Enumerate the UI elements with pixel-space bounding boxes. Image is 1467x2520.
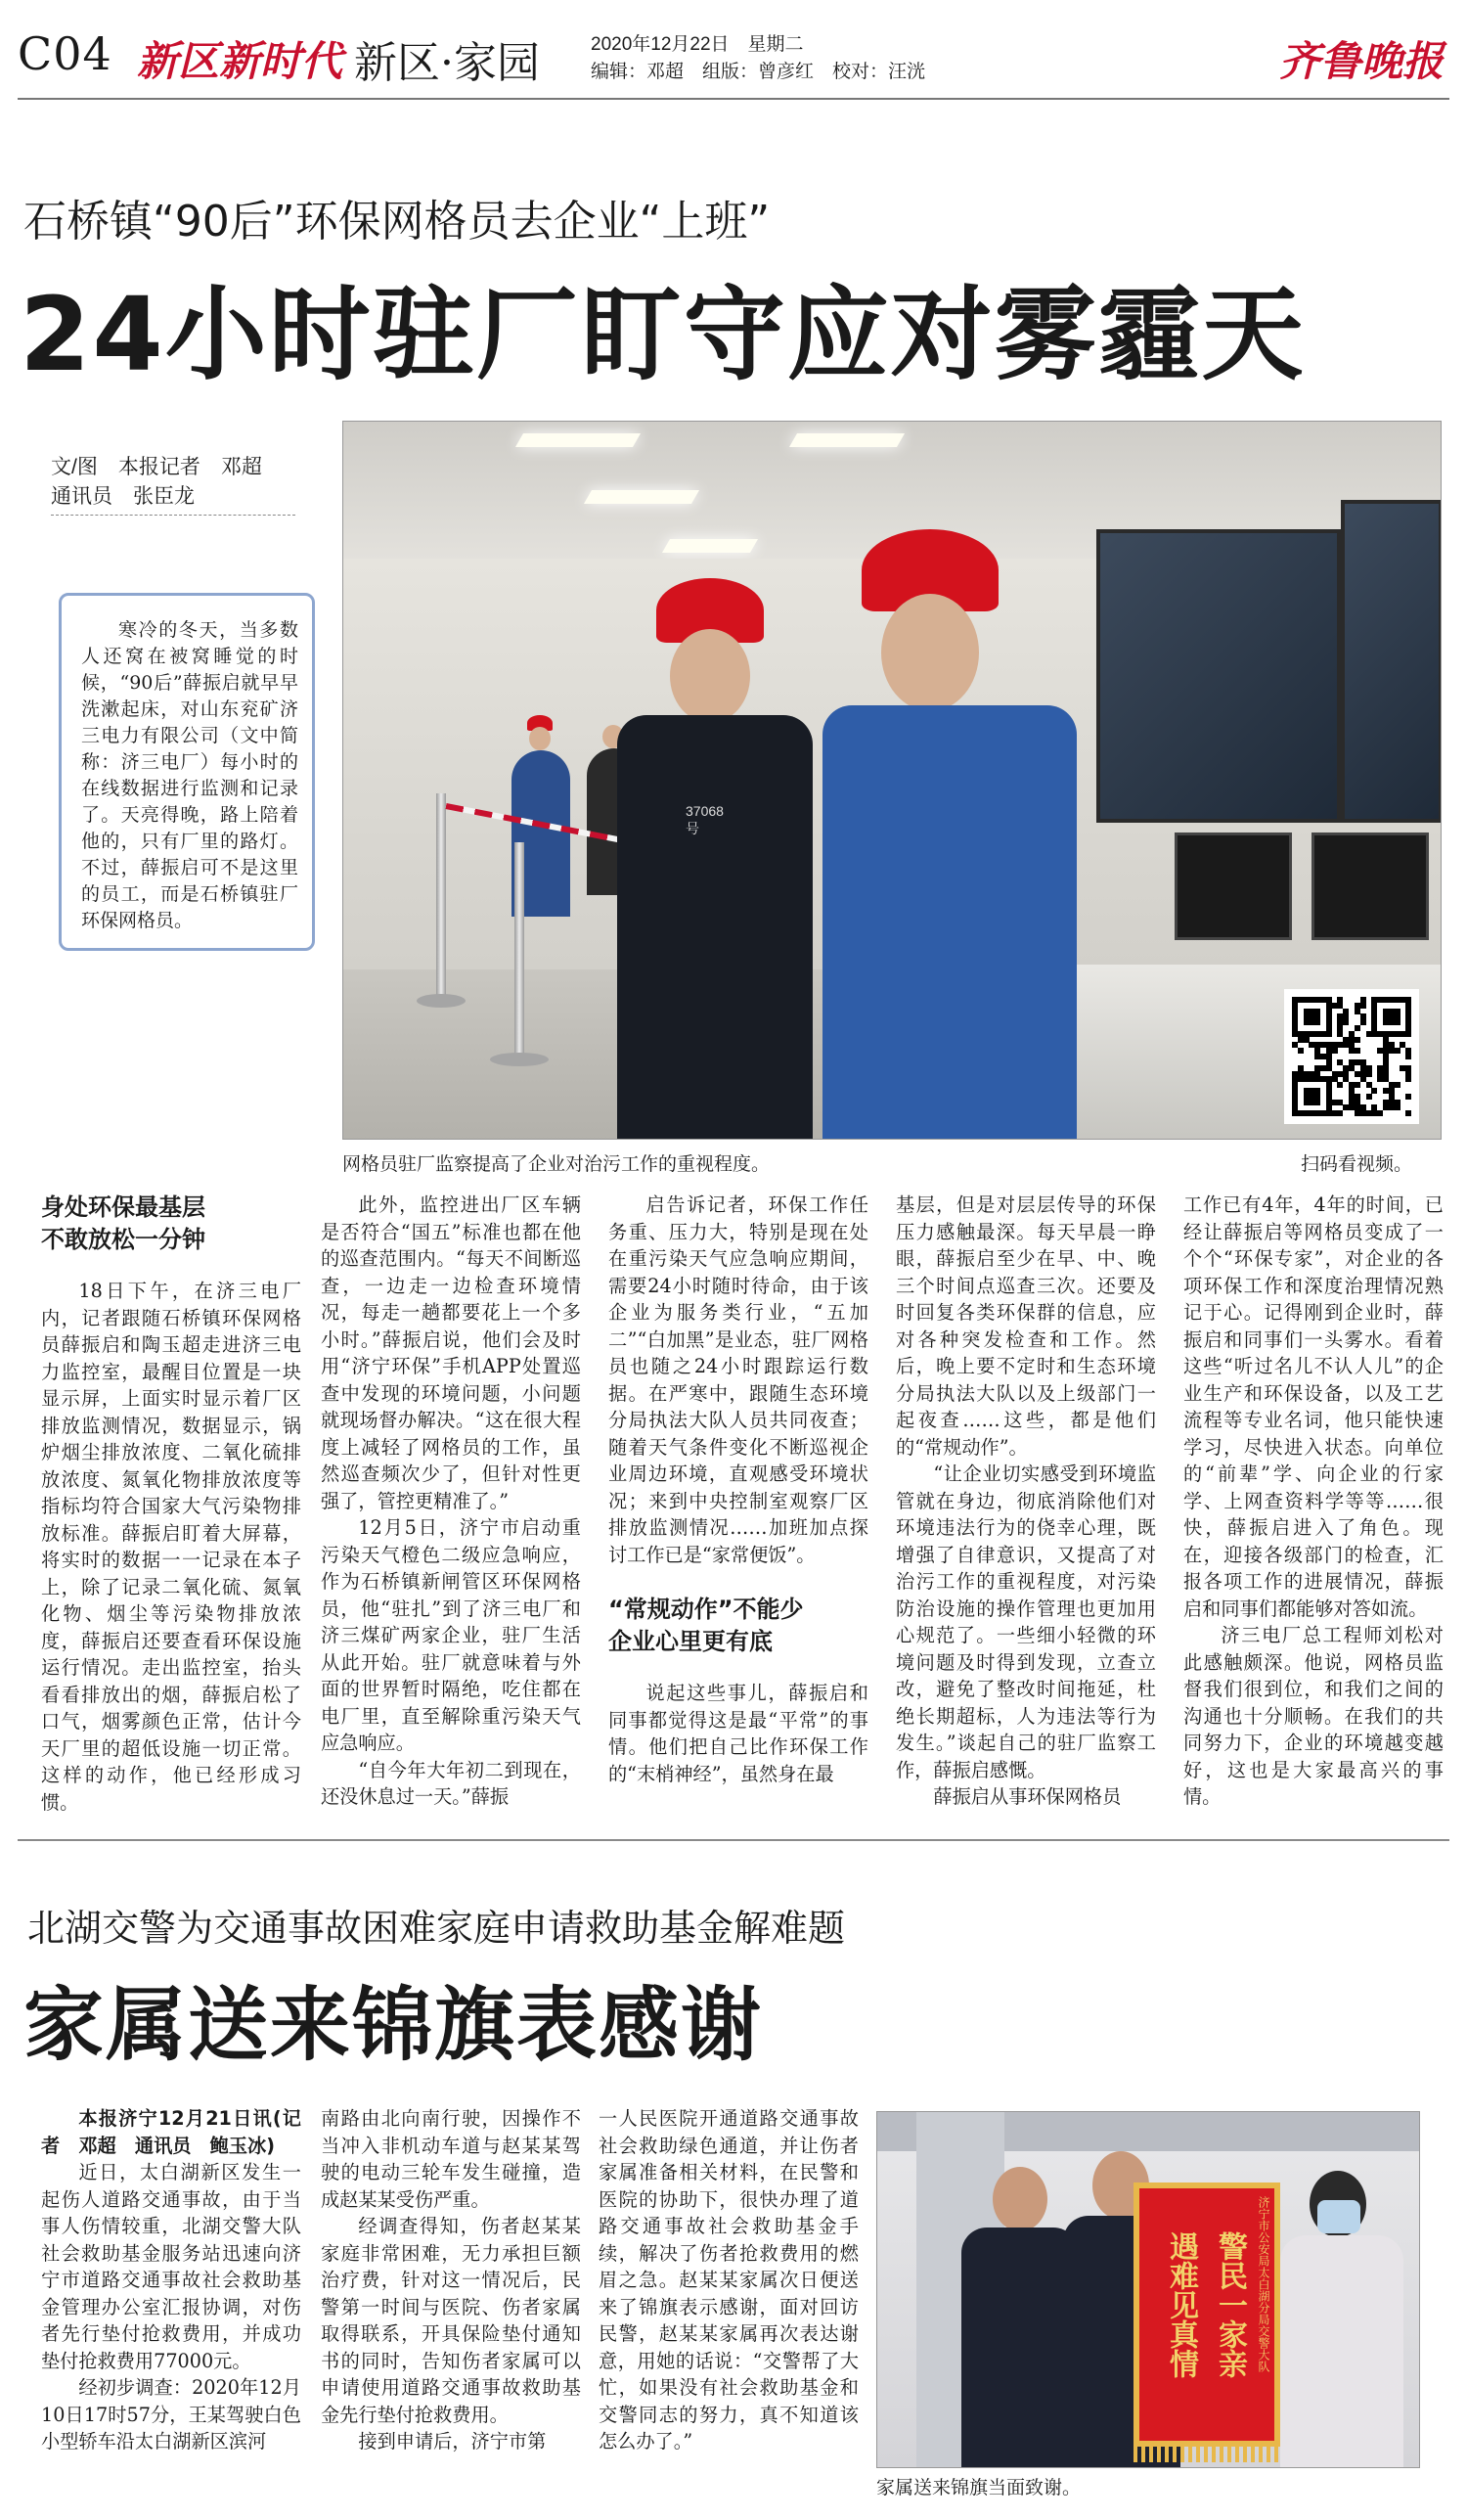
article1-lead-box: 寒冷的冬天，当多数人还窝在被窝睡觉的时候，“90后”薛振启就早早洗漱起床，对山东兖矿济三电力有限公司（文中简称：济三电厂）每小时的在线数据进行监测和记录了。天亮得晚，路上陪着他的，只有厂里的路灯。不过，薛振启可不是这里的员工，而是石桥镇驻厂环保网格员。: [59, 593, 315, 951]
paragraph: 南路由北向南行驶，因操作不当冲入非机动车道与赵某某驾驶的电动三轮车发生碰撞，造成赵某某受伤严重。: [321, 2107, 581, 2211]
qr-module: [1314, 1019, 1320, 1025]
paragraph: 说起这些事儿，薛振启和同事都觉得这是最“平常”的事情。他们把自己比作环保工作的“末梢神经”，虽然身在最: [608, 1682, 868, 1785]
subheading-1: 身处环保最基层 不敢放松一分钟: [41, 1193, 205, 1253]
article1-column-2: [321, 1192, 581, 1811]
qr-module: [1405, 1054, 1411, 1059]
paragraph: 基层，但是对层层传导的环保压力感触最深。每天早晨一睁眼，薛振启至少在早、中、晚三个时间点巡查三次。还要及时回复各类环保群的信息，应对各种突发检查和工作。然后，晚上要不定时和生态环境分局执法大队以及上级部门一起夜查……这些，都是他们的“常规动作”。: [896, 1193, 1156, 1459]
article2-column-2: [321, 2105, 581, 2455]
qr-module: [1298, 1048, 1304, 1054]
qr-module: [1371, 1088, 1377, 1094]
display-screen: [1341, 500, 1442, 823]
ceiling-light: [584, 490, 699, 504]
paper-name-logo: 新区新时代: [137, 37, 343, 85]
article2-kicker: 北湖交警为交通事故困难家庭申请救助基金解难题: [27, 1907, 846, 1950]
head: [529, 727, 551, 750]
barrier-post: [514, 842, 524, 1058]
uniform: [822, 705, 1077, 1140]
article-divider: [18, 1839, 1449, 1841]
coat: [1280, 2235, 1403, 2468]
barrier-base: [490, 1053, 549, 1066]
qr-module: [1343, 1019, 1349, 1025]
qr-module: [1355, 1037, 1360, 1043]
byline-rule: [51, 515, 295, 516]
head: [881, 594, 979, 711]
qr-module: [1337, 1082, 1343, 1088]
qr-module: [1355, 1025, 1360, 1031]
article1-column-1: [41, 1192, 301, 1816]
qr-module: [1405, 1094, 1411, 1100]
monitor: [1175, 832, 1292, 940]
article1-title: 24小时驻厂盯守应对雾霾天: [20, 275, 1306, 394]
qr-module: [1337, 1110, 1343, 1116]
paragraph: 工作已有4年，4年的时间，已经让薛振启等网格员变成了一个个“环保专家”，对企业的各项环保工作和深度治理情况熟记于心。记得刚到企业时，薛振启和同事们一头雾水。看着这些“听过名儿不认人儿”的企业生产和环保设备，以及工艺流程等专业名词，他只能快速学习，尽快进入状态。向单位的“前辈”学、向企业的行家学、上网查资料学等等……很快，薛振启进入了角色。现在，迎接各级部门的检查，汇报各项工作的进展情况，薛振启和同事们都能够对答如流。: [1183, 1193, 1444, 1620]
qr-module: [1326, 1031, 1332, 1037]
banner-photo: [876, 2111, 1420, 2468]
qr-module: [1395, 1104, 1400, 1110]
banner-slogan-right: 警民一家亲: [1213, 2231, 1247, 2378]
article2-title: 家属送来锦旗表感谢: [23, 1979, 764, 2072]
ceiling-light: [662, 539, 758, 553]
qr-caption: 扫码看视频。: [1301, 1154, 1413, 1175]
paragraph: 经调查得知，伤者赵某某家庭非常困难，无力承担巨额治疗费，针对这一情况后，民警第一时间与医院、伤者家属取得联系，开具保险垫付通知书的同时，告知伤者家属可以申请使用道路交通事故救助基金先行垫付抢救费用。: [321, 2215, 581, 2426]
paragraph: 接到申请后，济宁市第: [358, 2430, 547, 2452]
paragraph: 近日，太白湖新区发生一起伤人道路交通事故，由于当事人伤情较重，北湖交警大队社会救助基金服务站迅速向济宁市道路交通事故社会救助基金管理办公室汇报协调，对伤者先行垫付抢救费用，并成功垫付抢救费用77000元。: [41, 2161, 301, 2372]
uniform: [961, 2228, 1079, 2468]
paragraph: 此外，监控进出厂区车辆是否符合“国五”标准也都在他的巡查范围内。“每天不间断巡查，一边走一边检查环境情况，每走一趟都要花上一个多小时。”薛振启说，他们会及时用“济宁环保”手机APP处置巡查中发现的环境问题，小问题就现场督办解决。“这在很大程度上减轻了网格员的工作，虽然巡查频次少了，但针对性更强了，管控更精准了。”: [321, 1193, 581, 1512]
banner-recipient: 济宁市公安局太白湖分局交警大队: [1257, 2196, 1270, 2372]
qr-module: [1405, 1110, 1411, 1116]
issue-date: 2020年12月22日 星期二: [591, 34, 804, 55]
barrier-base: [417, 994, 466, 1008]
paragraph: 济三电厂总工程师刘松对此感触颇深。他说，网格员监督我们很到位，和我们之间的沟通也十分顺畅。在我们的共同努力下，企业的环境越变越好，这也是大家最高兴的事情。: [1183, 1624, 1444, 1808]
qr-module: [1395, 1048, 1400, 1054]
qr-module: [1405, 1031, 1411, 1037]
qr-module: [1360, 1019, 1366, 1025]
ceiling-light: [789, 433, 905, 447]
brand-logo: 齐鲁晚报: [1278, 37, 1444, 85]
head: [993, 2167, 1047, 2231]
qr-module: [1395, 1082, 1400, 1088]
badge-number: 37068号: [686, 803, 724, 836]
paragraph: 启告诉记者，环保工作任务重、压力大，特别是现在处在重污染天气应急响应期间，需要24小时随时待命，由于该企业为服务类行业，“五加二”“白加黑”是业态，驻厂网格员也随之24小时跟踪运行数据。在严寒中，跟随生态环境分局执法大队人员共同夜查；随着天气条件变化不断巡视企业周边环境，直观感受环境状况；来到中央控制室观察厂区排放监测情况……加班加点探讨工作已是“家常便饭”。: [608, 1193, 868, 1566]
photo2-caption: 家属送来锦旗当面致谢。: [876, 2478, 1082, 2498]
editors-line: 编辑：邓超 组版：曾彦红 校对：汪洸: [591, 62, 926, 82]
qr-module: [1360, 1003, 1366, 1009]
qr-module: [1377, 1110, 1383, 1116]
qr-module: [1314, 1100, 1320, 1105]
section-name: 新区·家园: [354, 38, 540, 88]
face-mask: [1317, 2200, 1360, 2233]
qr-module: [1405, 1076, 1411, 1082]
ceiling-light: [515, 433, 641, 447]
masthead: [0, 0, 1467, 98]
dateline: 本报济宁12月21日讯(记者 邓超 通讯员 鲍玉冰): [41, 2107, 301, 2157]
uniform: [617, 715, 813, 1140]
article1-column-5: [1183, 1192, 1444, 1811]
page-number: C04: [18, 27, 112, 80]
paragraph: 薛振启从事环保网格员: [933, 1785, 1122, 1808]
qr-module: [1395, 1019, 1400, 1025]
byline-correspondent: 通讯员 张臣龙: [51, 485, 195, 508]
article1-column-3: [608, 1192, 868, 1787]
subheading-2: “常规动作”不能少 企业心里更有底: [608, 1596, 804, 1655]
byline-reporter: 文/图 本报记者 邓超: [51, 456, 262, 478]
qr-module: [1366, 1094, 1372, 1100]
article2-column-1: [41, 2105, 301, 2455]
paragraph: 12月5日，济宁市启动重污染天气橙色二级应急响应，作为石桥镇新闸管区环保网格员，他“驻扎”到了济三电厂和济三煤矿两家企业，驻厂生活从此开始。驻厂就意味着与外面的世界暂时隔绝，吃住都在电厂里，直至解除重污染天气应急响应。: [321, 1516, 581, 1754]
paragraph: 经初步调查：2020年12月10日17时57分，王某驾驶白色小型轿车沿太白湖新区滨河: [41, 2376, 301, 2452]
paragraph: “自今年大年初二到现在，还没休息过一天。”薛振: [321, 1758, 581, 1808]
masthead-rule: [18, 98, 1449, 100]
qr-module: [1355, 1082, 1360, 1088]
paragraph: “让企业切实感受到环境监管就在身边，彻底消除他们对环境违法行为的侥幸心理，既增强了自律意识，又提高了对治污工作的重视程度，对污染防治设施的操作管理也更加用心规范了。一些细小轻微的环境问题及时得到发现，立查立改，避免了整改时间拖延，杜绝长期超标，人为违法等行为发生。”谈起自己的驻厂监察工作，薛振启感慨。: [896, 1462, 1156, 1781]
silk-banner: [1134, 2182, 1280, 2447]
monitor: [1311, 832, 1429, 940]
display-screen: [1096, 529, 1341, 823]
banner-fringe: [1134, 2443, 1280, 2462]
qr-module: [1332, 1048, 1338, 1054]
paragraph: 一人民医院开通道路交通事故社会救助绿色通道，并让伤者家属准备相关材料，在民警和医院的协助下，很快办理了道路交通事故社会救助基金手续，解决了伤者抢救费用的燃眉之急。赵某某家属次日便送来了锦旗表示感谢，面对回访民警，赵某某家属再次表达谢意，用她的话说：“交警帮了大忙，如果没有社会救助基金和交警同志的努力，真不知道该怎么办了。”: [599, 2107, 859, 2452]
article1-column-4: [896, 1192, 1156, 1811]
head: [670, 629, 750, 723]
qr-code[interactable]: [1284, 989, 1419, 1124]
control-room-photo: [342, 421, 1442, 1140]
qr-module: [1355, 1048, 1360, 1054]
photo1-caption: 网格员驻厂监察提高了企业对治污工作的重视程度。: [342, 1154, 771, 1175]
barrier-post: [436, 793, 446, 999]
banner-slogan-left: 遇难见真情: [1164, 2231, 1198, 2378]
article1-kicker: 石桥镇“90后”环保网格员去企业“上班”: [23, 197, 771, 247]
qr-module: [1366, 1071, 1372, 1077]
paragraph: 18日下午，在济三电厂内，记者跟随石桥镇环保网格员薛振启和陶玉超走进济三电力监控室，最醒目位置是一块显示屏，上面实时显示着厂区排放监测情况，数据显示，锅炉烟尘排放浓度、二氧化硫排放浓度、氮氧化物排放浓度等指标均符合国家大气污染物排放标准。薛振启盯着大屏幕，将实时的数据一一记录在本子上，除了记录二氧化硫、氮氧化物、烟尘等污染物排放浓度，薛振启还要查看环保设施运行情况。走出监控室，抬头看看排放出的烟，薛振启松了口气，烟雾颜色正常，估计今天厂里的超低设施一切正常。这样的动作，他已经形成习惯。: [41, 1280, 301, 1814]
article2-column-3: [599, 2105, 859, 2455]
article1-byline: [51, 453, 262, 512]
